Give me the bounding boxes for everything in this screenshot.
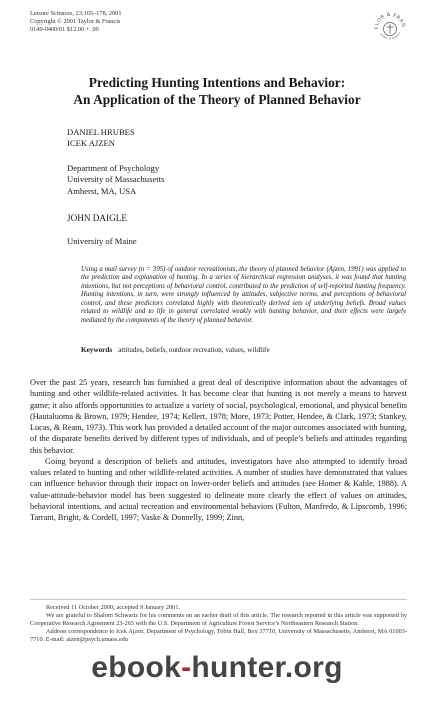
affiliation-line: University of Massachusetts [67, 174, 165, 185]
author-name-2: JOHN DAIGLE [67, 213, 127, 223]
keywords [81, 346, 270, 354]
affiliation-2: University of Maine [67, 236, 137, 246]
title-line-2: An Application of the Theory of Planned Behavior [73, 92, 361, 107]
affiliation-line: Amherst, MA, USA [67, 185, 137, 196]
logo-name: YLOR & FRAN [373, 11, 407, 31]
acknowledgement-note: We are grateful to Shalom Schwartz for his comments on an earlier draft of this article. The research reported in this article was supported by Cooperative Research Agreement 23-265 with the U.S. Department of Agriculture Forest Service’s Northeastern Research Station. [30, 612, 407, 628]
footnote-divider [30, 599, 407, 600]
keywords-text: attitudes, beliefs, outdoor recreation, values, wildlife [118, 346, 270, 354]
affiliation-block-1 [67, 163, 164, 197]
received-note: Received 11 October 2000; accepted 9 January 2001. [46, 604, 181, 611]
affiliation-line: Department of Psychology [67, 163, 160, 173]
copyright-line: Copyright © 2001 Taylor & Francis [30, 18, 121, 26]
correspondence-note: Address correspondence to Icek Ajzen, Department of Psychology, Tobin Hall, Box 37710, University of Massachusetts, Amherst, MA 01003-7710. E-mail: aizen@psych.umass.edu [30, 628, 407, 644]
publisher-seal-icon [372, 8, 408, 48]
author-block-1 [67, 127, 135, 150]
title-line-1: Predicting Hunting Intentions and Behavior: [88, 75, 346, 90]
watermark [0, 650, 434, 686]
body-paragraph: Over the past 25 years, research has furnished a great deal of descriptive information about the advantages of hunting and other wildlife-related activities. It has become clear that hunting is not merely a means to harvest game; it also affords opportunities to actualize a variety of social, psychological, emotional, and physical benefits (Hautaluoma & Brown, 1979; Hendee, 1974; Kellert, 1978; More, 1973; Potter, Hendee, & Clark, 1973; Stankey, Lucas, & Ream, 1973). This work has provided a detailed account of the major outcomes associated with hunting, of the disparate benefits derived by different types of individuals, and of people’s beliefs and attitudes regarding this behavior. [30, 378, 407, 455]
journal-citation: Leisure Sciences, 23:165–178, 2001 [30, 10, 122, 17]
watermark-separator: - [181, 651, 192, 684]
body-text [30, 377, 407, 523]
journal-header [30, 10, 121, 35]
author-name: ICEK AJZEN [67, 138, 115, 149]
article-title [20, 74, 414, 108]
watermark-part-1: ebook [91, 651, 182, 684]
keywords-label: Keywords [81, 346, 113, 354]
logo-caption: cientific & Technica [379, 31, 402, 41]
issn-line: 0149-0400/01 $12.00 + .00 [30, 26, 99, 34]
author-name: DANIEL HRUBES [67, 127, 135, 137]
abstract: Using a mail survey (n = 395) of outdoor recreationists, the theory of planned behavior (Ajzen, 1991) was applied to the prediction and explanation of hunting. In a series of hierarchical regression analyses, it was found that hunting intentions, but not perceptions of behavioral control, contributed to the prediction of self-reported hunting frequency. Hunting intentions, in turn, were strongly influenced by attitudes, subjective norms, and perceptions of behavioral control, and these predictors correlated highly with theoretically derived sets of underlying beliefs. Broad values related to wildlife and to life in general correlated weakly with hunting behavior, and their effects were largely mediated by the components of the theory of planned behavior. [81, 266, 406, 324]
footnotes [30, 604, 407, 644]
body-paragraph: Going beyond a description of beliefs and attitudes, investigators have also attempted to identify broad values related to hunting and other wildlife-related activities. A number of studies have demonstrated that values can influence behavior through their impact on lower-order beliefs and attitudes (see Homer & Kahle, 1988). A value-attitude-behavior model has been suggested to delineate more clearly the effect of values on attitudes, behavioral intentions, and actual recreation and environmental behaviors (Fulton, Manfredo, & Lipscomb, 1996; Tarrant, Bright, & Cordell, 1997; Vaske & Donnelly, 1999; Zinn, [30, 456, 407, 522]
watermark-part-2: hunter.org [191, 651, 343, 684]
